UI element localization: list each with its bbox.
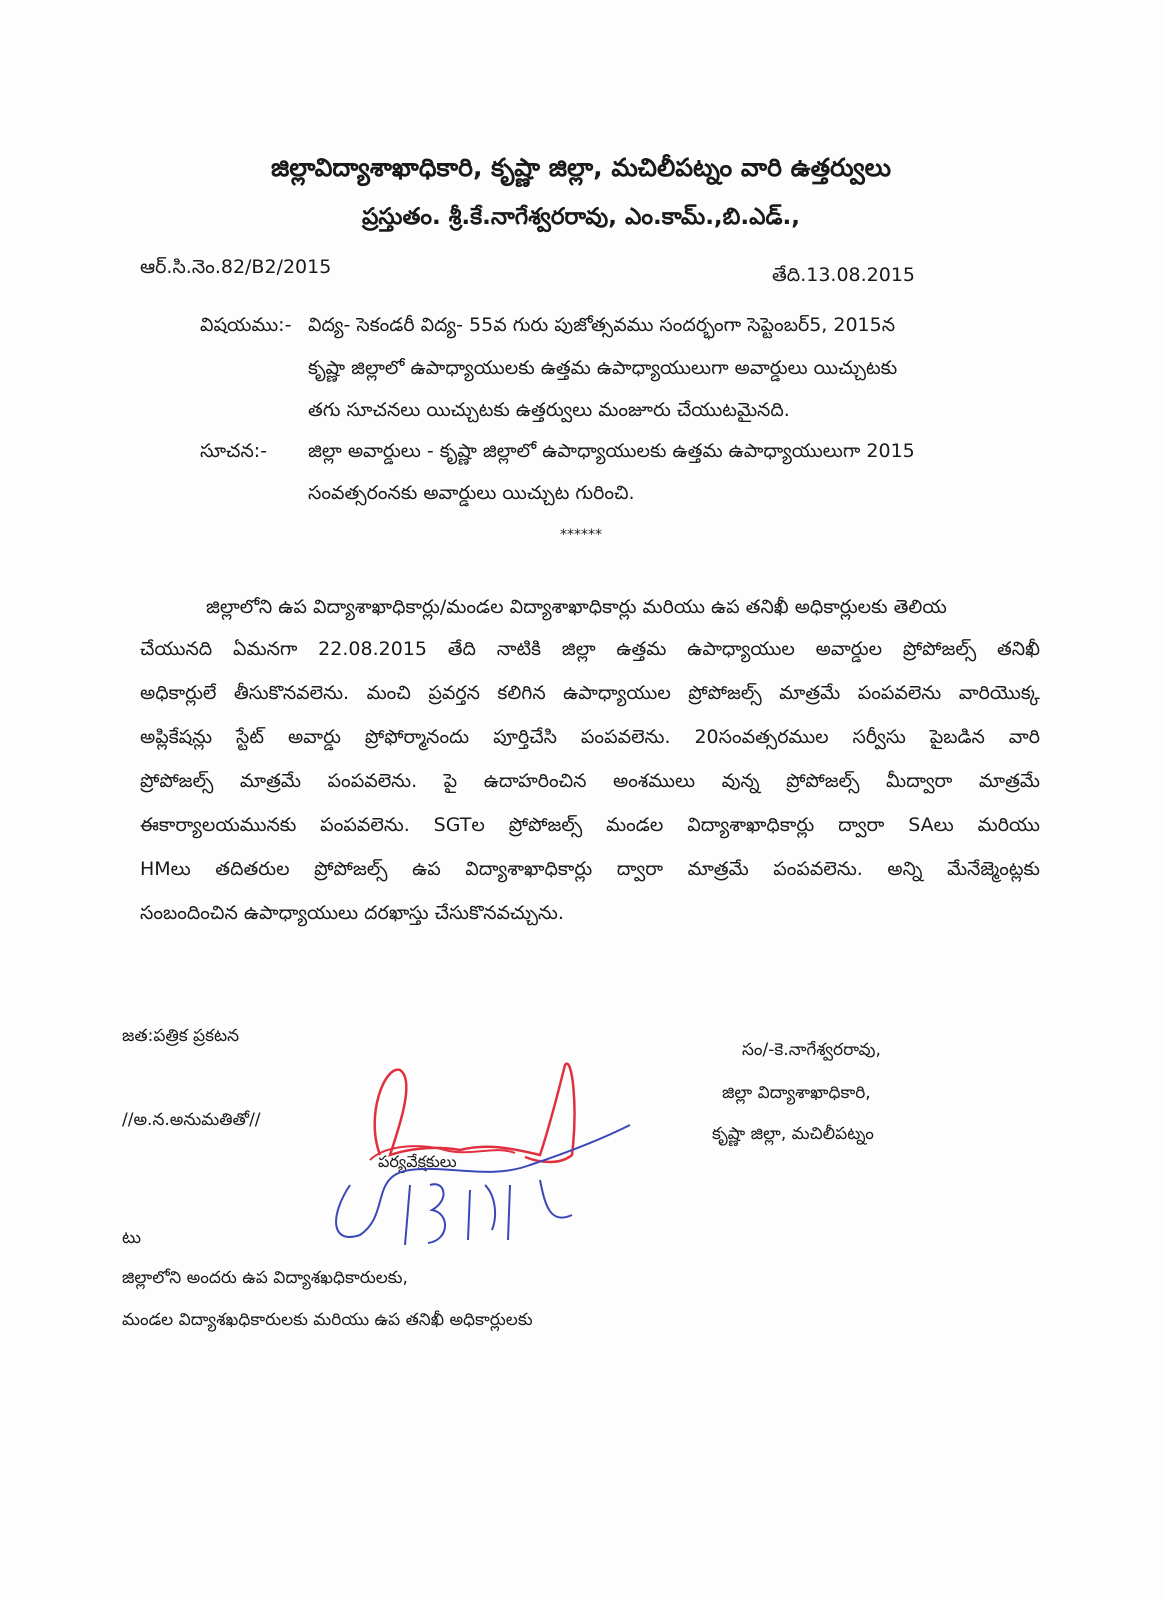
approval-note: //అ.న.అనుమతితో// (122, 1110, 261, 1130)
signatory-place: కృష్ణా జిల్లా, మచిలీపట్నం (712, 1124, 874, 1144)
body-line: సంబందించిన ఉపాధ్యాయులు దరఖాస్తు చేసుకొనవచ్చును. (140, 902, 564, 924)
to-label: టు (122, 1228, 142, 1248)
subject-line: కృష్ణా జిల్లాలో ఉపాధ్యాయులకు ఉత్తమ ఉపాధ్యాయులుగా అవార్డులు యిచ్చుటకు (308, 357, 898, 379)
subject-line: తగు సూచనలు యిచ్చుటకు ఉత్తర్వులు మంజూరు చేయుటమైనది. (308, 399, 790, 421)
recipient-line: జిల్లాలోని అందరు ఉప విద్యాశఖధికారులకు, (122, 1268, 408, 1288)
reference-number: ఆర్.సి.నెం.82/B2/2015 (140, 256, 332, 278)
reference-note-line: సంవత్సరంనకు అవార్డులు యిచ్చుట గురించి. (308, 482, 635, 504)
body-line: జిల్లాలోని ఉప విద్యాశాఖాధికార్లు/మండల విద్యాశాఖాధికార్లు మరియు ఉప తనిఖీ అధికార్లులకు తెలియ (206, 596, 947, 618)
reference-note-line: జిల్లా అవార్డులు - కృష్ణా జిల్లాలో ఉపాధ్యాయులకు ఉత్తమ ఉపాధ్యాయులుగా 2015 (308, 440, 915, 462)
signature (310, 1045, 650, 1255)
blue-date-stroke (405, 1180, 572, 1245)
signatory-designation: జిల్లా విద్యాశాఖాధికారి, (722, 1083, 871, 1103)
reference-note-label: సూచన:- (200, 440, 268, 462)
document-title: జిల్లావిద్యాశాఖాధికారి, కృష్ణా జిల్లా, మచిలీపట్నం వారి ఉత్తర్వులు (270, 153, 892, 182)
body-line: ఈకార్యాలయమునకు పంపవలెను. SGTల ప్రోపోజల్స్ మండల విద్యాశాఖాధికార్లు ద్వారా SAలు మరియు (140, 814, 1040, 836)
signatory-name: సం/-కె.నాగేశ్వరరావు, (742, 1040, 881, 1060)
subject-line: విద్య- సెకండరీ విద్య- 55వ గురు పుజోత్సవము సందర్భంగా సెప్టెంబర్5, 2015న (308, 314, 896, 336)
present-officer: ప్రస్తుతం. శ్రీ.కే.నాగేశ్వరరావు, ఎం.కామ్.,బి.ఎడ్., (362, 204, 800, 230)
recipient-line: మండల విద్యాశఖధికారులకు మరియు ఉప తనిఖీ అధికార్లులకు (122, 1310, 533, 1330)
blue-signature-stroke (336, 1125, 630, 1237)
body-line: చేయునది ఏమనగా 22.08.2015 తేది నాటికి జిల్లా ఉత్తమ ఉపాధ్యాయుల అవార్డుల ప్రోపోజల్స్ తనిఖీ (140, 638, 1040, 660)
enclosure: జత:పత్రిక ప్రకటన (122, 1026, 240, 1046)
subject-label: విషయము:- (200, 314, 292, 336)
superintendent-label: పర్యవేక్షకులు (378, 1152, 457, 1171)
separator: ****** (560, 527, 602, 543)
document-date: తేది.13.08.2015 (772, 264, 916, 286)
body-line: అధికార్లులే తీసుకొనవలెను. మంచి ప్రవర్తన కలిగిన ఉపాధ్యాయుల ప్రోపోజల్స్ మాత్రమే పంపవలెను వారియొక్క (140, 682, 1040, 704)
body-line: ప్రోపోజల్స్ మాత్రమే పంపవలెను. పై ఉదాహరించిన అంశములు వున్న ప్రోపోజల్స్ మీద్వారా మాత్రమే (140, 770, 1040, 792)
body-line: అప్లికేషన్లు స్టేట్ అవార్డు ప్రోఫోర్మానందు పూర్తిచేసి పంపవలెను. 20సంవత్సరముల సర్వీసు పైబడిన వారి (140, 726, 1040, 748)
body-line: HMలు తదితరుల ప్రోపోజల్స్ ఉప విద్యాశాఖాధికార్లు ద్వారా మాత్రమే పంపవలెను. అన్ని మేనేజ్మెంట్లకు (140, 858, 1040, 880)
